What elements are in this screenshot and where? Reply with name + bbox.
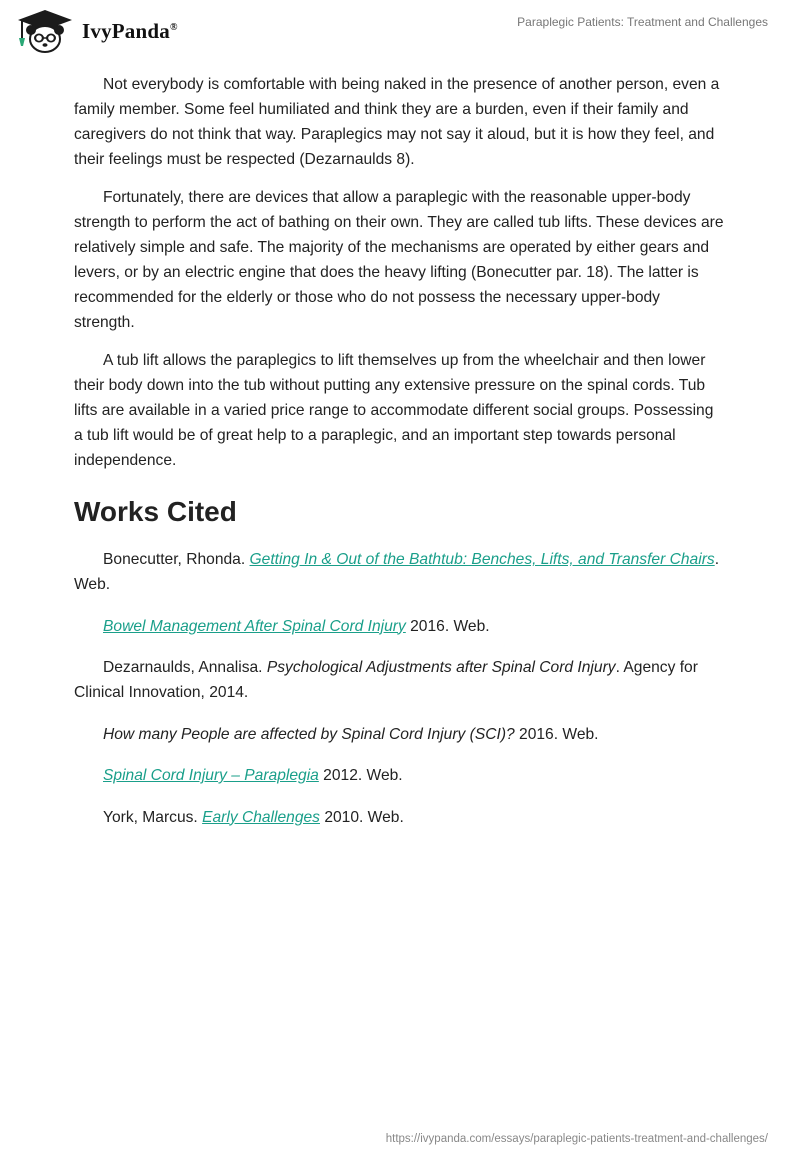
citation: Bonecutter, Rhonda. Getting In & Out of the Bathtub: Benches, Lifts, and Transfer Chairs. Web.: [74, 551, 720, 593]
citation-link[interactable]: Early Challenges: [202, 808, 320, 826]
citation-title: How many People are affected by Spinal Cord Injury (SCI)?: [103, 725, 515, 743]
works-cited-heading: Works Cited: [74, 496, 237, 527]
ivypanda-logo[interactable]: [14, 8, 178, 54]
paragraph: Not everybody is comfortable with being naked in the presence of another person, even a family member. Some feel humiliated and think they are a burden, even if their family and caregivers do not think that way. Paraplegics may not say it aloud, but it is how they feel, and their feelings must be respected (Dezarnaulds 8).: [74, 76, 720, 168]
page-header: [0, 0, 800, 60]
citation-link[interactable]: Getting In & Out of the Bathtub: Benches, Lifts, and Transfer Chairs: [249, 551, 715, 568]
citation: Dezarnaulds, Annalisa. Psychological Adjustments after Spinal Cord Injury. Agency for Clinical Innovation, 2014.: [74, 659, 698, 701]
essay-body: [74, 72, 724, 846]
paragraph: A tub lift allows the paraplegics to lift themselves up from the wheelchair and then lower their body down into the tub without putting any extensive pressure on the spinal cords. Tub lifts are available in a varied price range to accommodate different social groups. Possessing a tub lift would be of great help to a paraplegic, and an important step towards personal independence.: [74, 352, 714, 469]
citation-link[interactable]: Spinal Cord Injury – Paraplegia: [103, 767, 319, 784]
document-title: Paraplegic Patients: Treatment and Challenges: [517, 15, 768, 29]
citation-link[interactable]: Bowel Management After Spinal Cord Injury: [103, 617, 406, 635]
paragraph: Fortunately, there are devices that allow a paraplegic with the reasonable upper-body strength to perform the act of bathing on their own. They are called tub lifts. These devices are relatively simple and safe. The majority of the mechanisms are operated by either gears and levers, or by an electric engine that does the heavy lifting (Bonecutter par. 18). The latter is recommended for the elderly or those who do not possess the necessary upper-body strength.: [74, 189, 724, 331]
citation: York, Marcus. Early Challenges 2010. Web.: [103, 808, 404, 826]
source-url[interactable]: https://ivypanda.com/essays/paraplegic-patients-treatment-and-challenges/: [385, 1133, 768, 1145]
citation: How many People are affected by Spinal Cord Injury (SCI)? 2016. Web.: [103, 725, 599, 743]
citation-title: Psychological Adjustments after Spinal Cord Injury: [266, 659, 616, 676]
brand-name: IvyPanda®: [82, 18, 178, 43]
citation: Bowel Management After Spinal Cord Injury 2016. Web.: [103, 617, 490, 635]
citation: Spinal Cord Injury – Paraplegia 2012. Web.: [103, 767, 403, 784]
panda-graduate-icon: [14, 8, 76, 54]
